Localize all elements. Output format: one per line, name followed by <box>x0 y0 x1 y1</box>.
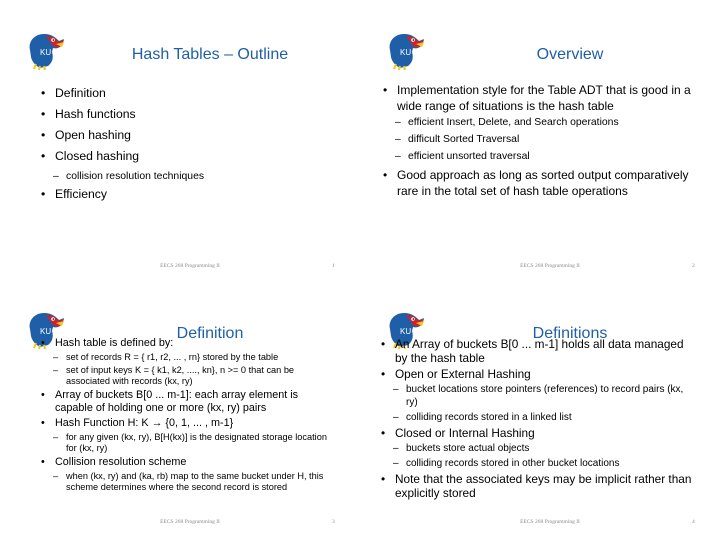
svg-text:KU: KU <box>400 327 412 336</box>
sub-bullet-item: – colliding records stored in other bucket locations <box>380 457 696 470</box>
slide-body <box>40 86 336 208</box>
bullet-item: • Hash functions <box>40 107 336 122</box>
sub-bullet-item: – bucket locations store pointers (references) to record pairs (kx, ry) <box>380 383 696 409</box>
bullet-item: • Open hashing <box>40 128 336 143</box>
sub-bullet-item: – difficult Sorted Traversal <box>382 133 696 147</box>
bullet-item: • Efficiency <box>40 187 336 202</box>
slide-footer: EECS 268 Programming II <box>160 263 220 269</box>
sub-bullet-item: – colliding records stored in a linked list <box>380 411 696 424</box>
slide-body <box>40 337 336 495</box>
jayhawk-logo-icon <box>26 30 66 70</box>
sub-bullet-item: – when (kx, ry) and (ka, rb) map to the same bucket under H, this scheme determines where the second record is stored <box>40 471 336 493</box>
bullet-item: • Collision resolution scheme <box>40 456 336 469</box>
slide-title: Hash Tables – Outline <box>131 46 289 63</box>
slide-number: 2 <box>692 263 695 269</box>
slide-footer: EECS 268 Programming II <box>520 263 580 269</box>
slide-hash-tables-outline <box>0 0 360 278</box>
sub-bullet-item: – collision resolution techniques <box>40 170 336 184</box>
slide-overview <box>360 0 720 278</box>
sub-bullet-item: – buckets store actual objects <box>380 442 696 455</box>
bullet-item: • Array of buckets B[0 ... m-1]: each array element is capable of holding one or more (kx, ry) pairs <box>40 389 336 415</box>
slide-footer: EECS 268 Programming II <box>160 519 220 525</box>
bullet-item: • An Array of buckets B[0 ... m-1] holds all data managed by the hash table <box>380 337 696 365</box>
sub-bullet-item: – set of input keys K = { k1, k2, ...., kn}, n >= 0 that can be associated with records (kx, ry) <box>40 365 336 387</box>
slide-definitions <box>360 279 720 557</box>
bullet-item: • Closed or Internal Hashing <box>380 426 696 440</box>
bullet-item: • Good approach as long as sorted output comparatively rare in the total set of hash table operations <box>382 167 696 199</box>
bullet-item: • Definition <box>40 86 336 101</box>
slide-number: 1 <box>332 263 335 269</box>
slide-title: Overview <box>536 46 604 63</box>
slide-body <box>380 337 696 502</box>
sub-bullet-item: – for any given (kx, ry), B[H(kx)] is the designated storage location for (kx, ry) <box>40 432 336 454</box>
slide-title: Definition <box>176 325 244 342</box>
slide-title: Definitions <box>532 325 608 342</box>
slide-body <box>382 82 696 201</box>
bullet-item: • Note that the associated keys may be implicit rather than explicitly stored <box>380 472 696 500</box>
bullet-item: • Implementation style for the Table ADT that is good in a wide range of situations is the hash table <box>382 82 696 114</box>
bullet-item: • Open or External Hashing <box>380 367 696 381</box>
jayhawk-logo-icon <box>386 30 426 70</box>
sub-bullet-item: – set of records R = { r1, r2, ... , rn} stored by the table <box>40 352 336 363</box>
sub-bullet-item: – efficient Insert, Delete, and Search operations <box>382 116 696 130</box>
slide-footer: EECS 268 Programming II <box>520 519 580 525</box>
svg-text:KU: KU <box>40 48 52 57</box>
svg-text:KU: KU <box>400 48 412 57</box>
bullet-item: • Hash table is defined by: <box>40 337 336 350</box>
svg-text:KU: KU <box>40 327 52 336</box>
slide-definition <box>0 279 360 557</box>
slide-number: 4 <box>692 519 695 525</box>
bullet-item: • Hash Function H: K → {0, 1, ... , m-1} <box>40 417 336 430</box>
sub-bullet-item: – efficient unsorted traversal <box>382 150 696 164</box>
slide-number: 3 <box>332 519 335 525</box>
bullet-item: • Closed hashing <box>40 149 336 164</box>
